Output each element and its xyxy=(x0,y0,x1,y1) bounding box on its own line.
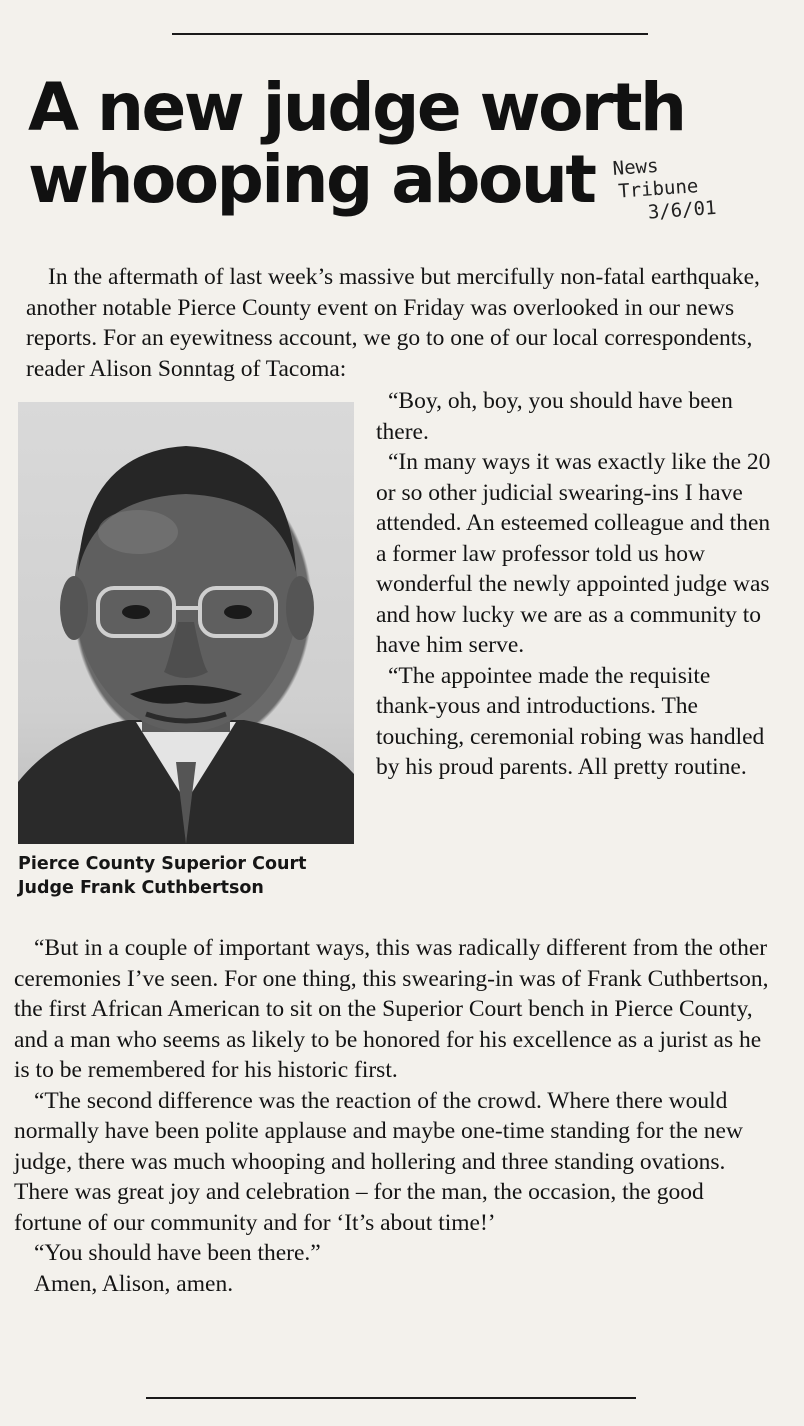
headline-line-1: A new judge worth xyxy=(28,69,685,146)
portrait-illustration xyxy=(18,402,354,844)
photo-caption-line-1: Pierce County Superior Court xyxy=(18,854,307,874)
full-width-column xyxy=(14,933,776,1299)
paragraph-appointee: “The appointee made the requisite thank-yous and introductions. The touching, ceremonial robing was handled by his proud parents. All pretty routine. xyxy=(376,662,765,780)
paragraph-boy-oh-boy: “Boy, oh, boy, you should have been there. xyxy=(376,388,733,445)
top-rule xyxy=(172,33,648,35)
handwritten-note-line-2: Tribune xyxy=(617,175,700,203)
paragraph-second-difference: “The second difference was the reaction of the crowd. Where there would normally have been polite applause and maybe one-time standing for the new judge, there was much whooping and hollering and three standing ovations. There was great joy and celebration – for the man, the occasion, the good fortune of our community and for ‘It’s about time!’ xyxy=(14,1087,743,1236)
judge-portrait-photo xyxy=(18,402,354,844)
paragraph-important-ways: “But in a couple of important ways, this was radically different from the other ceremonies I’ve seen. For one thing, this swearing-in was of Frank Cuthbertson, the first African American to sit on the Superior Court bench in Pierce County, and a man who seems as likely to be honored for his excellence as a jurist as he is to be remembered for his historic first. xyxy=(14,935,769,1083)
intro-paragraph: In the aftermath of last week’s massive but mercifully non-fatal earthquake, another notable Pierce County event on Friday was overlooked in our news reports. For an eyewitness account, we go to one of our local correspondents, reader Alison Sonntag of Tacoma: xyxy=(26,264,760,382)
photo-caption-line-2: Judge Frank Cuthbertson xyxy=(18,878,264,898)
bottom-rule xyxy=(146,1397,636,1399)
handwritten-source-note xyxy=(612,149,746,227)
photo-caption xyxy=(18,852,358,900)
handwritten-note-line-1: News xyxy=(612,154,660,180)
paragraph-many-ways: “In many ways it was exactly like the 20 or so other judicial swearing-ins I have attended. An esteemed colleague and then a former law professor told us how wonderful the newly appointed judge was and how lucky we are as a community to have him serve. xyxy=(376,449,771,658)
right-column xyxy=(376,386,776,783)
headline-line-2: whooping about xyxy=(28,141,595,218)
paragraph-should-have-been-there: “You should have been there.” xyxy=(34,1240,321,1266)
handwritten-note-line-3: 3/6/01 xyxy=(647,196,718,224)
paragraph-amen: Amen, Alison, amen. xyxy=(34,1270,234,1297)
